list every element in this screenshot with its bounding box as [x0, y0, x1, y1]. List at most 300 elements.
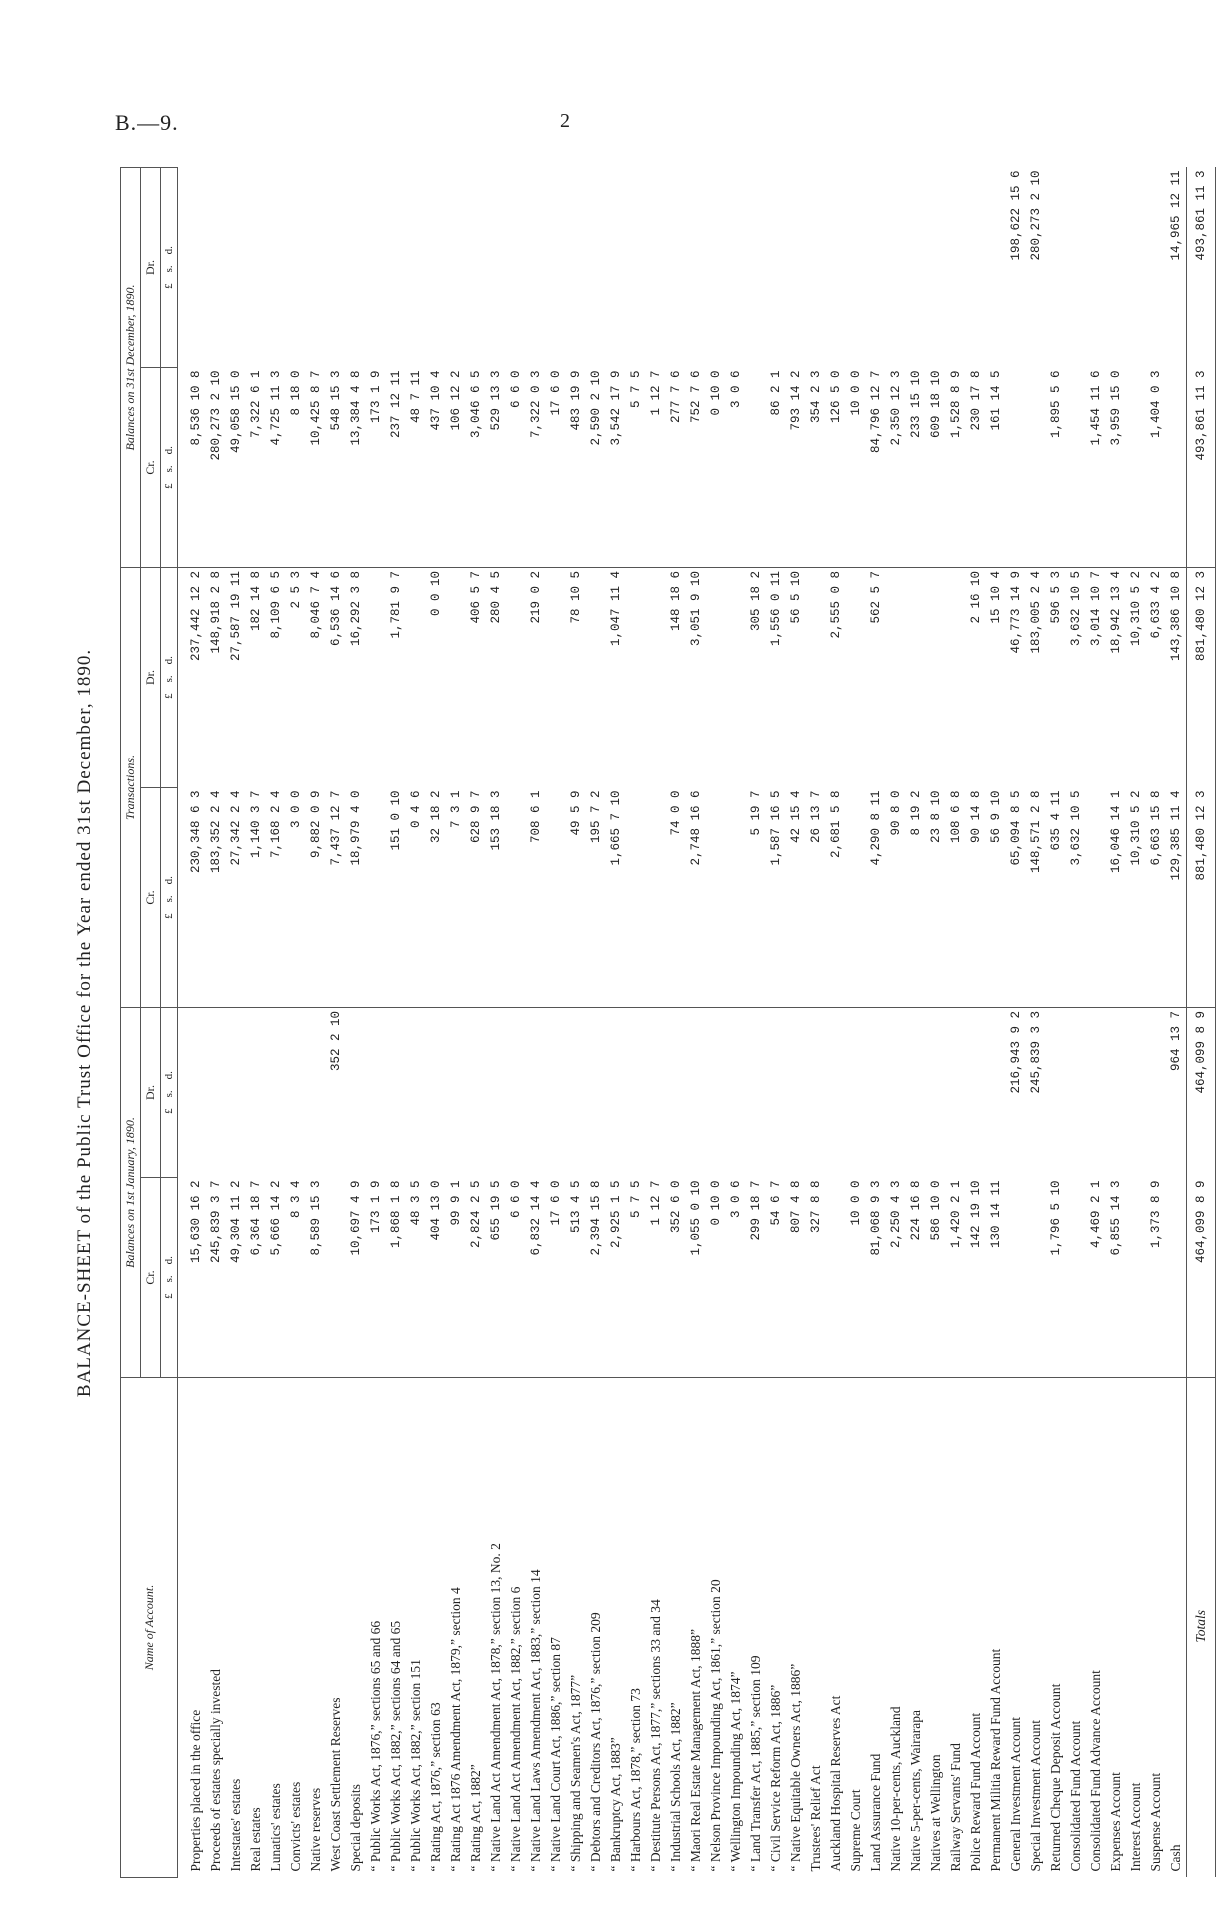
- transactions-cr: [646, 788, 666, 1008]
- table-row: [1146, 167, 1166, 1877]
- closing-dr: [786, 167, 806, 367]
- closing-dr: [1146, 167, 1166, 367]
- opening-dr: 352 2 10: [329, 1011, 343, 1072]
- col-name-header: Name of Account.: [121, 1378, 178, 1878]
- account-name: Native 5-per-cents, Wairarapa: [908, 1710, 923, 1872]
- closing-cr: 1,528 8 9: [946, 367, 966, 567]
- transactions-dr: 56 5 10: [789, 570, 803, 624]
- transactions-dr: 8,109 6 5: [269, 570, 283, 639]
- transactions-dr: [446, 567, 466, 787]
- closing-dr: [326, 167, 346, 367]
- account-name: “ Public Works Act, 1876,” sections 65 and 66: [368, 1620, 383, 1872]
- opening-cr: 513 4 5: [566, 1178, 586, 1378]
- table-row: [246, 167, 266, 1877]
- col-group-opening: Balances on 1st January, 1890.: [121, 1008, 141, 1378]
- opening-cr: 404 13 0: [426, 1178, 446, 1378]
- closing-cr: [1026, 367, 1046, 567]
- closing-dr: [646, 167, 666, 367]
- transactions-dr: 3,051 9 10: [689, 570, 703, 646]
- transactions-dr: [706, 567, 726, 787]
- transactions-dr: 78 10 5: [569, 570, 583, 624]
- closing-cr: 173 1 9: [366, 367, 386, 567]
- table-row: [1026, 167, 1046, 1877]
- opening-cr: 586 10 0: [926, 1178, 946, 1378]
- opening-dr: [986, 1008, 1006, 1178]
- closing-cr: 84,796 12 7: [866, 367, 886, 567]
- closing-cr: 6 6 0: [506, 367, 526, 567]
- closing-cr: 2,350 12 3: [886, 367, 906, 567]
- closing-dr: [346, 167, 366, 367]
- transactions-cr: 628 9 7: [466, 788, 486, 1008]
- account-name: Interest Account: [1128, 1782, 1143, 1872]
- transactions-dr: 219 0 2: [529, 570, 543, 624]
- closing-cr: 10 0 0: [846, 367, 866, 567]
- transactions-cr: 1,587 16 5: [766, 788, 786, 1008]
- closing-cr: 86 2 1: [766, 367, 786, 567]
- opening-dr: [386, 1008, 406, 1178]
- closing-cr: 3,542 17 9: [606, 367, 626, 567]
- closing-dr: [266, 167, 286, 367]
- opening-dr: 964 13 7: [1169, 1011, 1183, 1072]
- closing-dr: [846, 167, 866, 367]
- closing-dr: [446, 167, 466, 367]
- opening-dr: [686, 1008, 706, 1178]
- table-row: [266, 167, 286, 1877]
- closing-cr: [1126, 367, 1146, 567]
- closing-dr: [206, 167, 226, 367]
- opening-dr: [626, 1008, 646, 1178]
- opening-cr: 1 12 7: [646, 1178, 666, 1378]
- opening-cr: [1026, 1178, 1046, 1378]
- account-name: Proceeds of estates specially invested: [208, 1669, 223, 1872]
- account-name: Permanent Militia Reward Fund Account: [988, 1648, 1003, 1872]
- closing-dr: [946, 167, 966, 367]
- opening-dr: [586, 1008, 606, 1178]
- table-row: [286, 167, 306, 1877]
- table-row: [1166, 167, 1187, 1877]
- totals-row: [1187, 167, 1216, 1877]
- transactions-cr: 27,342 2 4: [226, 788, 246, 1008]
- closing-dr: [1066, 167, 1086, 367]
- opening-cr: [326, 1178, 346, 1378]
- opening-cr: 10 0 0: [846, 1178, 866, 1378]
- closing-dr: [466, 167, 486, 367]
- opening-cr: [826, 1178, 846, 1378]
- opening-cr: 0 10 0: [706, 1178, 726, 1378]
- transactions-dr: 3,014 10 7: [1089, 570, 1103, 646]
- closing-cr: [1066, 367, 1086, 567]
- table-row: [606, 167, 626, 1877]
- units-cell: £ s. d.: [161, 367, 178, 567]
- transactions-cr: 708 6 1: [526, 788, 546, 1008]
- closing-dr: [926, 167, 946, 367]
- transactions-dr: [726, 567, 746, 787]
- table-row: [726, 167, 746, 1877]
- balance-sheet-page: [60, 168, 1208, 1878]
- opening-cr: 2,394 15 8: [586, 1178, 606, 1378]
- table-row: [366, 167, 386, 1877]
- transactions-dr: 10,310 5 2: [1129, 570, 1143, 646]
- transactions-cr: 7,168 2 4: [266, 788, 286, 1008]
- opening-cr: 1,055 0 10: [686, 1178, 706, 1378]
- opening-dr: [706, 1008, 726, 1178]
- transactions-cr: 7 3 1: [446, 788, 466, 1008]
- table-row: [766, 167, 786, 1877]
- opening-cr: 130 14 11: [986, 1178, 1006, 1378]
- account-name: Trustees' Relief Act: [808, 1765, 823, 1872]
- transactions-cr: 74 0 0: [666, 788, 686, 1008]
- account-name: Expenses Account: [1108, 1772, 1123, 1872]
- transactions-dr: 2 16 10: [969, 570, 983, 624]
- closing-dr: [506, 167, 526, 367]
- closing-dr: [546, 167, 566, 367]
- units-cell: £ s. d.: [161, 567, 178, 787]
- transactions-dr: 6,536 14 6: [329, 570, 343, 646]
- opening-cr: 6,364 18 7: [246, 1178, 266, 1378]
- units-cell: £ s. d.: [161, 788, 178, 1008]
- transactions-cr: 5 19 7: [746, 788, 766, 1008]
- account-name: Native 10-per-cents, Auckland: [888, 1706, 903, 1872]
- account-name: “ Maori Real Estate Management Act, 1888”: [688, 1628, 703, 1872]
- closing-cr: 3,959 15 0: [1106, 367, 1126, 567]
- transactions-cr: 183,352 2 4: [206, 788, 226, 1008]
- transactions-cr: 10,310 5 2: [1126, 788, 1146, 1008]
- table-row: [178, 167, 207, 1877]
- closing-cr: 437 10 4: [426, 367, 446, 567]
- closing-dr: [706, 167, 726, 367]
- transactions-cr: 49 5 9: [566, 788, 586, 1008]
- opening-cr: 2,250 4 3: [886, 1178, 906, 1378]
- transactions-dr: 15 10 4: [989, 570, 1003, 624]
- total-transactions-cr: 881,480 12 3: [1187, 788, 1216, 1008]
- table-row: [886, 167, 906, 1877]
- col-dr-header: Dr.: [141, 567, 161, 787]
- total-closing-dr: 493,861 11 3: [1187, 167, 1216, 367]
- closing-dr: [306, 167, 326, 367]
- account-name: “ Native Equitable Owners Act, 1886”: [788, 1663, 803, 1872]
- account-name: “ Debtors and Creditors Act, 1876,” section 209: [588, 1612, 603, 1872]
- transactions-cr: [1086, 788, 1106, 1008]
- transactions-cr: 195 7 2: [586, 788, 606, 1008]
- account-name: Supreme Court: [848, 1789, 863, 1872]
- closing-dr: [246, 167, 266, 367]
- closing-cr: 3,046 6 5: [466, 367, 486, 567]
- opening-dr: [666, 1008, 686, 1178]
- transactions-dr: 237,442 12 2: [189, 570, 203, 661]
- opening-cr: 6,855 14 3: [1106, 1178, 1126, 1378]
- closing-cr: 7,322 6 1: [246, 367, 266, 567]
- document-title: BALANCE-SHEET of the Public Trust Office for the Year ended 31st December, 1890.: [74, 648, 95, 1398]
- opening-cr: [1066, 1178, 1086, 1378]
- closing-cr: 548 15 3: [326, 367, 346, 567]
- closing-dr: [886, 167, 906, 367]
- transactions-dr: 280 4 5: [489, 570, 503, 624]
- closing-dr: [826, 167, 846, 367]
- closing-dr: [686, 167, 706, 367]
- balance-sheet-table: [120, 167, 1216, 1878]
- closing-dr: [178, 167, 207, 367]
- col-cr-header: Cr.: [141, 788, 161, 1008]
- closing-dr: [286, 167, 306, 367]
- closing-cr: 483 19 9: [566, 367, 586, 567]
- transactions-cr: 2,681 5 8: [826, 788, 846, 1008]
- transactions-dr: 1,781 9 7: [389, 570, 403, 639]
- account-name: “ Native Land Act Amendment Act, 1878,” section 13, No. 2: [488, 1543, 503, 1872]
- opening-cr: [1126, 1178, 1146, 1378]
- table-row: [1066, 167, 1086, 1877]
- transactions-dr: 182 14 8: [249, 570, 263, 631]
- account-name: “ Harbours Act, 1878,” section 73: [628, 1688, 643, 1872]
- table-row: [786, 167, 806, 1877]
- opening-dr: [406, 1008, 426, 1178]
- total-opening-dr: 464,099 8 9: [1187, 1008, 1216, 1178]
- account-name: “ Rating Act, 1876,” section 63: [428, 1702, 443, 1872]
- closing-cr: 106 12 2: [446, 367, 466, 567]
- transactions-cr: 129,385 11 4: [1166, 788, 1187, 1008]
- col-group-transactions: Transactions.: [121, 567, 141, 1007]
- opening-dr: [1086, 1008, 1106, 1178]
- table-row: [986, 167, 1006, 1877]
- opening-cr: 1,796 5 10: [1046, 1178, 1066, 1378]
- transactions-cr: 1,665 7 10: [606, 788, 626, 1008]
- transactions-cr: 635 4 11: [1046, 788, 1066, 1008]
- opening-cr: 6,832 14 4: [526, 1178, 546, 1378]
- opening-cr: 8 3 4: [286, 1178, 306, 1378]
- closing-cr: 237 12 11: [386, 367, 406, 567]
- opening-cr: 1,420 2 1: [946, 1178, 966, 1378]
- transactions-dr: 2,555 0 8: [829, 570, 843, 639]
- units-cell: £ s. d.: [161, 1008, 178, 1178]
- transactions-cr: 2,748 16 6: [686, 788, 706, 1008]
- transactions-cr: 42 15 4: [786, 788, 806, 1008]
- transactions-cr: 56 9 10: [986, 788, 1006, 1008]
- table-row: [1046, 167, 1066, 1877]
- closing-cr: 49,058 15 0: [226, 367, 246, 567]
- closing-cr: 4,725 11 3: [266, 367, 286, 567]
- closing-cr: 230 17 8: [966, 367, 986, 567]
- opening-dr: [1146, 1008, 1166, 1178]
- account-name: Lunatics' estates: [268, 1783, 283, 1872]
- account-name: “ Wellington Impounding Act, 1874”: [728, 1671, 743, 1872]
- opening-dr: [546, 1008, 566, 1178]
- transactions-dr: 0 0 10: [429, 570, 443, 616]
- opening-cr: 17 6 0: [546, 1178, 566, 1378]
- closing-dr: [726, 167, 746, 367]
- table-row: [646, 167, 666, 1877]
- closing-cr: 13,384 4 8: [346, 367, 366, 567]
- table-row: [226, 167, 246, 1877]
- opening-dr: [866, 1008, 886, 1178]
- transactions-cr: 65,094 8 5: [1006, 788, 1026, 1008]
- opening-dr: [526, 1008, 546, 1178]
- closing-cr: [1166, 367, 1187, 567]
- account-name: Special deposits: [348, 1784, 363, 1872]
- account-name: Intestates' estates: [228, 1778, 243, 1872]
- opening-cr: 327 8 8: [806, 1178, 826, 1378]
- opening-dr: [826, 1008, 846, 1178]
- transactions-cr: 153 18 3: [486, 788, 506, 1008]
- account-name: Real estates: [248, 1807, 263, 1872]
- opening-dr: [1066, 1008, 1086, 1178]
- account-name: “ Rating Act, 1882”: [468, 1764, 483, 1872]
- closing-dr: [566, 167, 586, 367]
- table-row: [746, 167, 766, 1877]
- closing-cr: 5 7 5: [626, 367, 646, 567]
- opening-cr: 5,666 14 2: [266, 1178, 286, 1378]
- account-name: Suspense Account: [1148, 1772, 1163, 1872]
- opening-dr: [786, 1008, 806, 1178]
- transactions-dr: 46,773 14 9: [1009, 570, 1023, 654]
- opening-cr: [1166, 1178, 1187, 1378]
- table-row: [426, 167, 446, 1877]
- account-name: Convicts' estates: [288, 1781, 303, 1872]
- closing-dr: [386, 167, 406, 367]
- closing-cr: 7,322 0 3: [526, 367, 546, 567]
- opening-dr: [346, 1008, 366, 1178]
- transactions-cr: 9,882 0 9: [306, 788, 326, 1008]
- account-name: “ Destitute Persons Act, 1877,” sections 33 and 34: [648, 1599, 663, 1872]
- transactions-cr: [706, 788, 726, 1008]
- transactions-dr: 305 18 2: [749, 570, 763, 631]
- closing-dr: [366, 167, 386, 367]
- transactions-cr: 230,348 6 3: [178, 788, 207, 1008]
- transactions-cr: 0 4 6: [406, 788, 426, 1008]
- table-row: [506, 167, 526, 1877]
- account-name: Properties placed in the office: [188, 1709, 203, 1872]
- account-name: Consolidated Fund Advance Account: [1088, 1670, 1103, 1872]
- opening-dr: [306, 1008, 326, 1178]
- account-name: Cash: [1168, 1844, 1183, 1872]
- transactions-dr: [366, 567, 386, 787]
- totals-label: Totals: [1187, 1378, 1216, 1878]
- opening-cr: 8,589 15 3: [306, 1178, 326, 1378]
- transactions-cr: 90 14 8: [966, 788, 986, 1008]
- table-row: [806, 167, 826, 1877]
- account-rows: [178, 167, 1216, 1877]
- transactions-dr: 3,632 10 5: [1069, 570, 1083, 646]
- opening-cr: 54 6 7: [766, 1178, 786, 1378]
- closing-cr: 8,536 10 8: [178, 367, 207, 567]
- transactions-cr: 90 8 0: [886, 788, 906, 1008]
- opening-dr: [486, 1008, 506, 1178]
- transactions-dr: 1,047 11 4: [609, 570, 623, 646]
- total-opening-cr: 464,099 8 9: [1187, 1178, 1216, 1378]
- closing-cr: [746, 367, 766, 567]
- transactions-dr: 27,587 19 11: [229, 570, 243, 661]
- closing-dr: [1086, 167, 1106, 367]
- table-row: [966, 167, 986, 1877]
- opening-cr: 173 1 9: [366, 1178, 386, 1378]
- opening-dr: 245,839 3 3: [1029, 1011, 1043, 1094]
- table-row: [826, 167, 846, 1877]
- account-name: “ Shipping and Seamen's Act, 1877”: [568, 1674, 583, 1872]
- account-name: “ Rating Act 1876 Amendment Act, 1879,” section 4: [448, 1587, 463, 1872]
- table-row: [346, 167, 366, 1877]
- table-row: [526, 167, 546, 1877]
- opening-cr: 2,824 2 5: [466, 1178, 486, 1378]
- closing-dr: 280,273 2 10: [1029, 170, 1043, 261]
- account-name: West Coast Settlement Reserves: [328, 1697, 343, 1872]
- transactions-dr: 2 5 3: [289, 570, 303, 609]
- total-closing-cr: 493,861 11 3: [1187, 367, 1216, 567]
- account-name: Consolidated Fund Account: [1068, 1720, 1083, 1872]
- page-reference: B.—9.: [115, 110, 179, 135]
- opening-dr: [366, 1008, 386, 1178]
- transactions-dr: 143,386 10 8: [1169, 570, 1183, 661]
- col-group-closing: Balances on 31st December, 1890.: [121, 167, 141, 567]
- opening-dr: [846, 1008, 866, 1178]
- closing-dr: [226, 167, 246, 367]
- opening-cr: 5 7 5: [626, 1178, 646, 1378]
- opening-dr: [886, 1008, 906, 1178]
- opening-cr: 224 16 8: [906, 1178, 926, 1378]
- transactions-cr: [546, 788, 566, 1008]
- table-row: [906, 167, 926, 1877]
- opening-dr: [966, 1008, 986, 1178]
- table-row: [866, 167, 886, 1877]
- transactions-cr: 148,571 2 8: [1026, 788, 1046, 1008]
- transactions-cr: 1,140 3 7: [246, 788, 266, 1008]
- transactions-dr: 406 5 7: [469, 570, 483, 624]
- table-row: [1106, 167, 1126, 1877]
- transactions-cr: 3 0 0: [286, 788, 306, 1008]
- transactions-cr: 32 18 2: [426, 788, 446, 1008]
- closing-cr: 161 14 5: [986, 367, 1006, 567]
- closing-dr: [1046, 167, 1066, 367]
- closing-cr: 1,895 5 6: [1046, 367, 1066, 567]
- transactions-dr: 6,633 4 2: [1149, 570, 1163, 639]
- table-row: [586, 167, 606, 1877]
- transactions-cr: 151 0 10: [386, 788, 406, 1008]
- transactions-cr: [366, 788, 386, 1008]
- table-row: [546, 167, 566, 1877]
- opening-cr: 655 19 5: [486, 1178, 506, 1378]
- transactions-dr: [806, 567, 826, 787]
- closing-cr: 1,454 11 6: [1086, 367, 1106, 567]
- closing-dr: [586, 167, 606, 367]
- opening-dr: [1106, 1008, 1126, 1178]
- closing-cr: 1,404 0 3: [1146, 367, 1166, 567]
- transactions-cr: [506, 788, 526, 1008]
- account-name: Auckland Hospital Reserves Act: [828, 1695, 843, 1872]
- opening-dr: [946, 1008, 966, 1178]
- opening-cr: 142 19 10: [966, 1178, 986, 1378]
- closing-dr: [806, 167, 826, 367]
- table-row: [666, 167, 686, 1877]
- opening-cr: 2,925 1 5: [606, 1178, 626, 1378]
- account-name: General Investment Account: [1008, 1717, 1023, 1872]
- table-row: [1006, 167, 1026, 1877]
- closing-cr: 529 13 3: [486, 367, 506, 567]
- transactions-dr: 16,292 3 8: [349, 570, 363, 646]
- opening-dr: [286, 1008, 306, 1178]
- closing-cr: 1 12 7: [646, 367, 666, 567]
- opening-cr: 6 6 0: [506, 1178, 526, 1378]
- transactions-dr: [946, 567, 966, 787]
- closing-dr: [906, 167, 926, 367]
- transactions-dr: [886, 567, 906, 787]
- closing-cr: 752 7 6: [686, 367, 706, 567]
- opening-dr: [1126, 1008, 1146, 1178]
- opening-cr: 1,373 8 9: [1146, 1178, 1166, 1378]
- closing-dr: [666, 167, 686, 367]
- closing-cr: 8 18 0: [286, 367, 306, 567]
- transactions-cr: 18,979 4 0: [346, 788, 366, 1008]
- opening-dr: [178, 1008, 207, 1178]
- transactions-dr: [846, 567, 866, 787]
- table-row: [846, 167, 866, 1877]
- transactions-cr: 3,632 10 5: [1066, 788, 1086, 1008]
